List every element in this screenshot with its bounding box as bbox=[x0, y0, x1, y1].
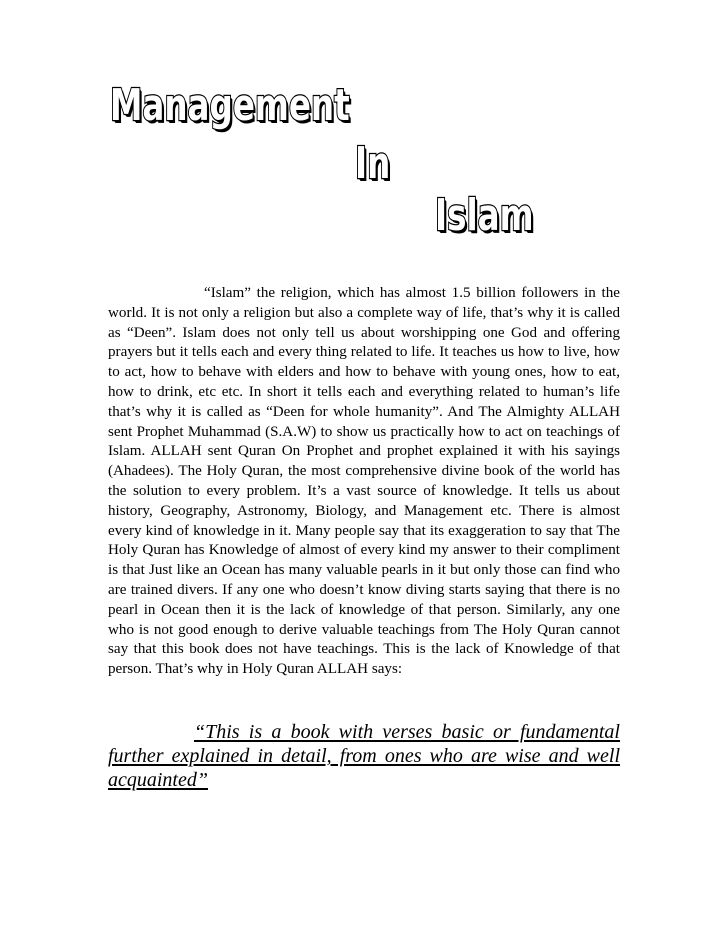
quran-quote-text: “This is a book with verses basic or fundamental further explained in detail, from ones who are wise and well acquainted” bbox=[108, 721, 620, 791]
title-line-management: Management bbox=[110, 80, 350, 131]
body-paragraph: “Islam” the religion, which has almost 1.5 billion followers in the world. It is not only a religion but also a complete way of life, that’s why it is called as “Deen”. Islam does not only tell us about worshipping one God and offering prayers but it tells each and every thing related to life. It teaches us how to live, how to act, how to behave with elders and how to behave with young ones, how to eat, how to drink, etc etc. In short it tells each and everything related to human’s life that’s why it is called as “Deen for whole humanity”. And The Almighty ALLAH sent Prophet Muhammad (S.A.W) to show us practically how to act on teachings of Islam. ALLAH sent Quran On Prophet and prophet explained it with his sayings (Ahadees). The Holy Quran, the most comprehensive divine book of the world has the solution to every problem. It’s a vast source of knowledge. It tells us about history, Geography, Astronomy, Biology, and Management etc. There is almost every kind of knowledge in it. Many people say that its exaggeration to say that The Holy Quran has Knowledge of almost of every kind my answer to their compliment is that Just like an Ocean has many valuable pearls in it but only those can find who are trained divers. If any one who doesn’t know diving starts saying that there is no pearl in Ocean then it is the lack of knowledge of that person. Similarly, any one who is not good enough to derive valuable teachings from The Holy Quran cannot say that this book does not have teachings. This is the lack of Knowledge of that person. That’s why in Holy Quran ALLAH says: bbox=[108, 285, 620, 678]
quran-quote bbox=[108, 720, 620, 792]
title-line-islam: Islam bbox=[435, 190, 534, 241]
title-line-in: In bbox=[355, 138, 391, 189]
